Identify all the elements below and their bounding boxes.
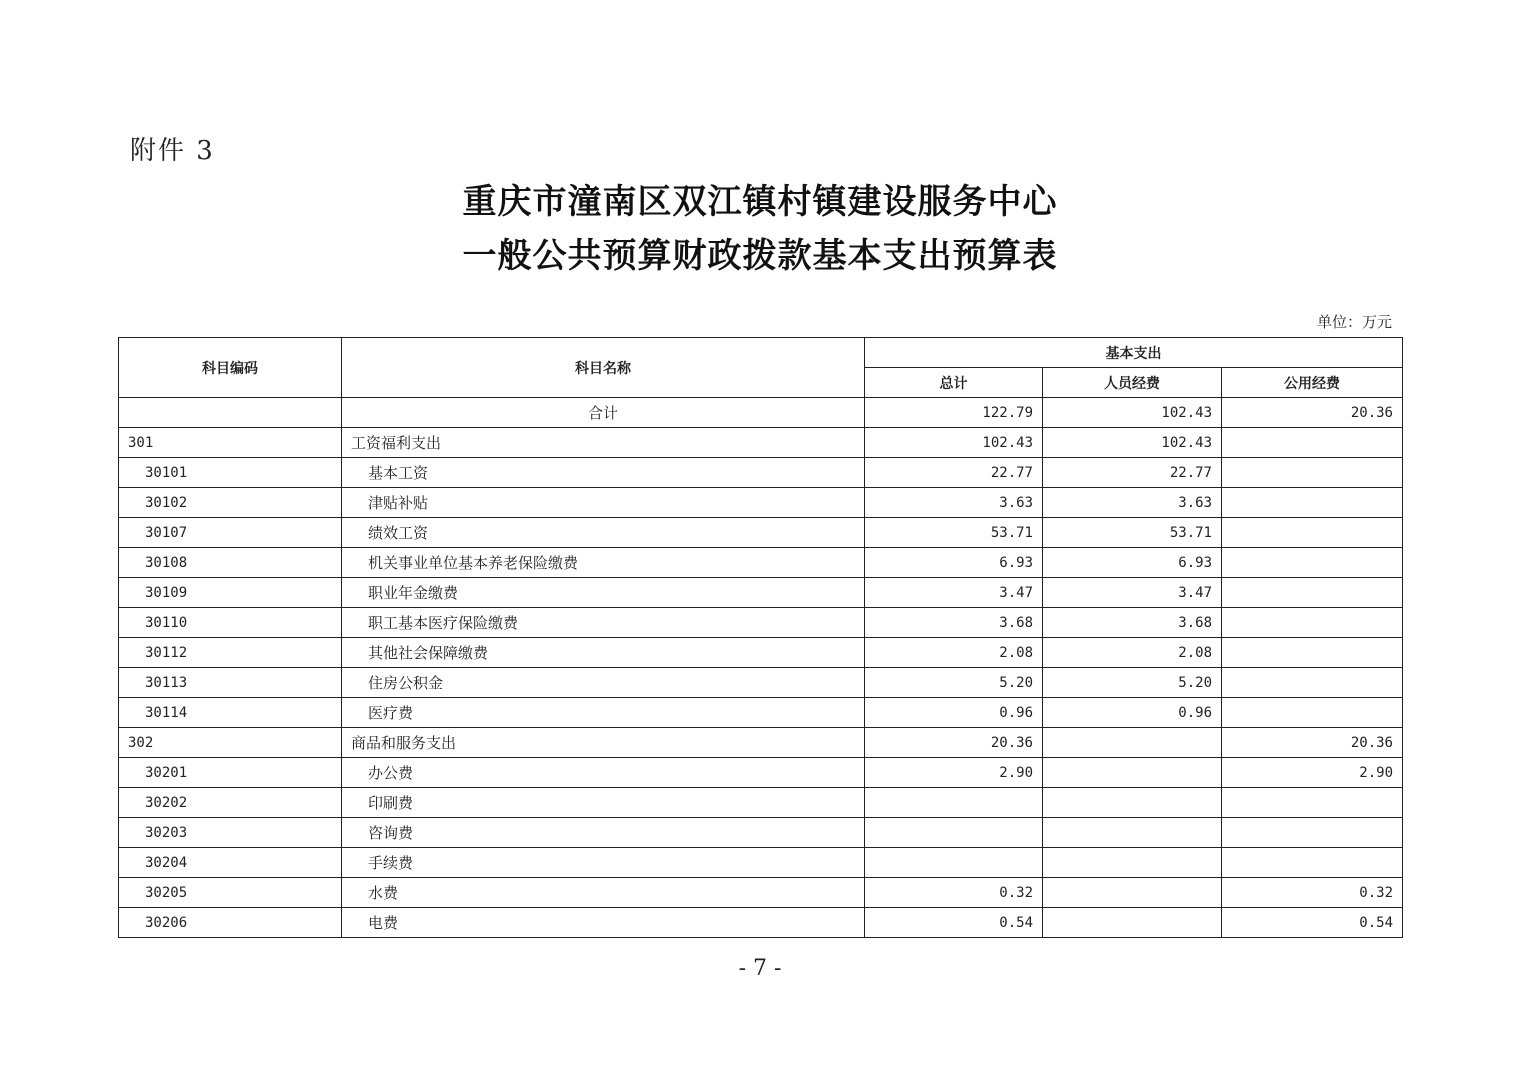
row-code: 30205 bbox=[119, 878, 342, 908]
table-row bbox=[119, 698, 1403, 728]
row-total bbox=[865, 788, 1043, 818]
table-row bbox=[119, 818, 1403, 848]
header-row-1 bbox=[119, 338, 1403, 368]
row-code: 30203 bbox=[119, 818, 342, 848]
table-row bbox=[119, 758, 1403, 788]
row-code: 30204 bbox=[119, 848, 342, 878]
table-row bbox=[119, 488, 1403, 518]
total-row bbox=[119, 398, 1403, 428]
row-public bbox=[1222, 818, 1403, 848]
table-row bbox=[119, 458, 1403, 488]
row-personnel bbox=[1043, 878, 1222, 908]
row-personnel: 2.08 bbox=[1043, 638, 1222, 668]
row-total bbox=[865, 818, 1043, 848]
row-public bbox=[1222, 638, 1403, 668]
row-name: 咨询费 bbox=[342, 818, 865, 848]
header-basic-expenditure: 基本支出 bbox=[865, 338, 1403, 368]
total-label: 合计 bbox=[342, 398, 865, 428]
row-total: 3.68 bbox=[865, 608, 1043, 638]
header-code: 科目编码 bbox=[119, 338, 342, 398]
row-code: 30201 bbox=[119, 758, 342, 788]
row-code: 30101 bbox=[119, 458, 342, 488]
row-code: 30110 bbox=[119, 608, 342, 638]
row-public bbox=[1222, 698, 1403, 728]
row-name: 手续费 bbox=[342, 848, 865, 878]
header-name: 科目名称 bbox=[342, 338, 865, 398]
row-code: 30102 bbox=[119, 488, 342, 518]
row-personnel: 6.93 bbox=[1043, 548, 1222, 578]
row-personnel: 3.47 bbox=[1043, 578, 1222, 608]
row-personnel: 102.43 bbox=[1043, 428, 1222, 458]
row-public: 0.54 bbox=[1222, 908, 1403, 938]
row-public bbox=[1222, 458, 1403, 488]
row-total: 0.54 bbox=[865, 908, 1043, 938]
row-code: 30114 bbox=[119, 698, 342, 728]
row-code: 30112 bbox=[119, 638, 342, 668]
row-personnel bbox=[1043, 848, 1222, 878]
row-name: 机关事业单位基本养老保险缴费 bbox=[342, 548, 865, 578]
page-number: - 7 - bbox=[738, 956, 782, 981]
table-row bbox=[119, 428, 1403, 458]
row-personnel: 22.77 bbox=[1043, 458, 1222, 488]
table-row bbox=[119, 848, 1403, 878]
row-name: 职业年金缴费 bbox=[342, 578, 865, 608]
row-personnel bbox=[1043, 788, 1222, 818]
document-title-line2: 一般公共预算财政拨款基本支出预算表 bbox=[462, 236, 1058, 276]
table-row bbox=[119, 668, 1403, 698]
row-total: 0.96 bbox=[865, 698, 1043, 728]
row-code: 30108 bbox=[119, 548, 342, 578]
row-public bbox=[1222, 848, 1403, 878]
table-row bbox=[119, 728, 1403, 758]
row-personnel: 3.68 bbox=[1043, 608, 1222, 638]
row-name: 办公费 bbox=[342, 758, 865, 788]
row-total: 2.08 bbox=[865, 638, 1043, 668]
table-row bbox=[119, 908, 1403, 938]
total-total: 122.79 bbox=[865, 398, 1043, 428]
total-code bbox=[119, 398, 342, 428]
row-public bbox=[1222, 518, 1403, 548]
row-personnel: 5.20 bbox=[1043, 668, 1222, 698]
row-public: 2.90 bbox=[1222, 758, 1403, 788]
row-total: 5.20 bbox=[865, 668, 1043, 698]
unit-label: 单位：万元 bbox=[1316, 313, 1392, 331]
header-public: 公用经费 bbox=[1222, 368, 1403, 398]
row-personnel: 0.96 bbox=[1043, 698, 1222, 728]
table-row bbox=[119, 638, 1403, 668]
row-public: 20.36 bbox=[1222, 728, 1403, 758]
row-code: 30109 bbox=[119, 578, 342, 608]
row-personnel bbox=[1043, 818, 1222, 848]
row-name: 绩效工资 bbox=[342, 518, 865, 548]
row-public bbox=[1222, 548, 1403, 578]
table-row bbox=[119, 878, 1403, 908]
row-name: 电费 bbox=[342, 908, 865, 938]
row-name: 住房公积金 bbox=[342, 668, 865, 698]
row-name: 基本工资 bbox=[342, 458, 865, 488]
row-personnel bbox=[1043, 728, 1222, 758]
row-code: 301 bbox=[119, 428, 342, 458]
row-public bbox=[1222, 668, 1403, 698]
row-total: 22.77 bbox=[865, 458, 1043, 488]
row-code: 30107 bbox=[119, 518, 342, 548]
document-title-line1: 重庆市潼南区双江镇村镇建设服务中心 bbox=[462, 182, 1058, 222]
row-name: 津贴补贴 bbox=[342, 488, 865, 518]
row-public bbox=[1222, 488, 1403, 518]
row-name: 水费 bbox=[342, 878, 865, 908]
table-row bbox=[119, 518, 1403, 548]
row-total: 2.90 bbox=[865, 758, 1043, 788]
row-total: 6.93 bbox=[865, 548, 1043, 578]
row-total: 0.32 bbox=[865, 878, 1043, 908]
row-code: 30113 bbox=[119, 668, 342, 698]
row-personnel bbox=[1043, 908, 1222, 938]
row-name: 职工基本医疗保险缴费 bbox=[342, 608, 865, 638]
table-row bbox=[119, 608, 1403, 638]
row-total: 53.71 bbox=[865, 518, 1043, 548]
table-row bbox=[119, 578, 1403, 608]
row-total: 102.43 bbox=[865, 428, 1043, 458]
row-total: 3.47 bbox=[865, 578, 1043, 608]
budget-table bbox=[118, 337, 1403, 938]
row-code: 30202 bbox=[119, 788, 342, 818]
row-name: 商品和服务支出 bbox=[342, 728, 865, 758]
row-public: 0.32 bbox=[1222, 878, 1403, 908]
row-public bbox=[1222, 608, 1403, 638]
total-personnel: 102.43 bbox=[1043, 398, 1222, 428]
row-personnel: 53.71 bbox=[1043, 518, 1222, 548]
header-total: 总计 bbox=[865, 368, 1043, 398]
row-total: 3.63 bbox=[865, 488, 1043, 518]
row-personnel: 3.63 bbox=[1043, 488, 1222, 518]
table-row bbox=[119, 548, 1403, 578]
row-personnel bbox=[1043, 758, 1222, 788]
row-code: 302 bbox=[119, 728, 342, 758]
row-name: 印刷费 bbox=[342, 788, 865, 818]
row-total: 20.36 bbox=[865, 728, 1043, 758]
row-public bbox=[1222, 578, 1403, 608]
row-total bbox=[865, 848, 1043, 878]
header-personnel: 人员经费 bbox=[1043, 368, 1222, 398]
row-name: 医疗费 bbox=[342, 698, 865, 728]
row-public bbox=[1222, 428, 1403, 458]
table-row bbox=[119, 788, 1403, 818]
row-name: 工资福利支出 bbox=[342, 428, 865, 458]
row-public bbox=[1222, 788, 1403, 818]
row-name: 其他社会保障缴费 bbox=[342, 638, 865, 668]
attachment-label: 附件 3 bbox=[130, 136, 215, 166]
total-public: 20.36 bbox=[1222, 398, 1403, 428]
row-code: 30206 bbox=[119, 908, 342, 938]
